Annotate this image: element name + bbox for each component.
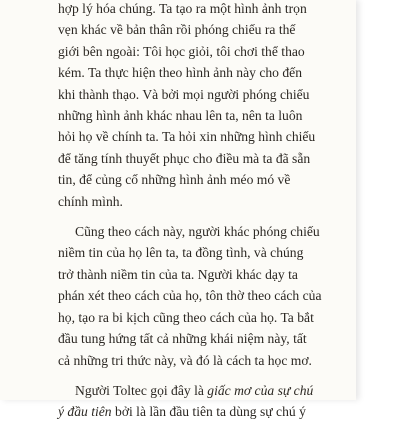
paragraph-2 — [58, 221, 342, 371]
italic-term: giấc mơ của sự chú — [207, 382, 314, 398]
text-line: hỏi họ về chính ta. Ta hỏi xin những hình chiếu — [58, 129, 316, 145]
text-line: hợp lý hóa chúng. Ta tạo ra một hình ảnh trọn — [58, 1, 307, 16]
text-run: bởi là lần đầu tiên ta dùng sự chú ý — [115, 404, 306, 420]
text-line: đầu tung hứng tất cả những khái niệm này, tất — [58, 331, 307, 347]
paragraph-1 — [58, 0, 342, 212]
text-line: những hình ảnh khác nhau lên ta, nên ta luôn — [58, 108, 303, 124]
paragraph-3 — [58, 380, 342, 423]
text-line: giới bên ngoài: Tôi học giỏi, tôi chơi thể thao — [58, 43, 305, 59]
text-line: trở thành niềm tin của ta. Người khác dạy ta — [58, 266, 298, 282]
text-line — [58, 401, 342, 422]
text-line: họ, tạo ra bi kịch cũng theo cách của họ. Ta bắt — [58, 309, 314, 325]
text-line: cả những tri thức này, và đó là cách ta học mơ. — [58, 352, 312, 368]
text-line: để tăng tính thuyết phục cho điều mà ta đã sẵn — [58, 150, 311, 166]
text-line: kém. Ta thực hiện theo hình ảnh này cho đến — [58, 65, 302, 81]
text-line: khi thành thạo. Và bởi mọi người phóng chiếu — [58, 86, 310, 102]
text-line: chính mình. — [58, 193, 123, 209]
body-text — [58, 0, 342, 423]
text-line: Cũng theo cách này, người khác phóng chiếu — [75, 224, 320, 240]
text-line: phán xét theo cách của họ, tôn thờ theo cách của — [58, 288, 322, 304]
text-line: niềm tin của họ lên ta, ta đồng tình, và chúng — [58, 245, 304, 261]
text-line: vẹn khác về bản thân rồi phóng chiếu ra thế — [58, 22, 296, 38]
text-line: tin, để củng cố những hình ảnh méo mó về — [58, 172, 291, 188]
italic-term: ý đầu tiên — [58, 404, 112, 420]
text-line — [58, 380, 342, 401]
text-run: Người Toltec gọi đây là — [75, 382, 204, 398]
